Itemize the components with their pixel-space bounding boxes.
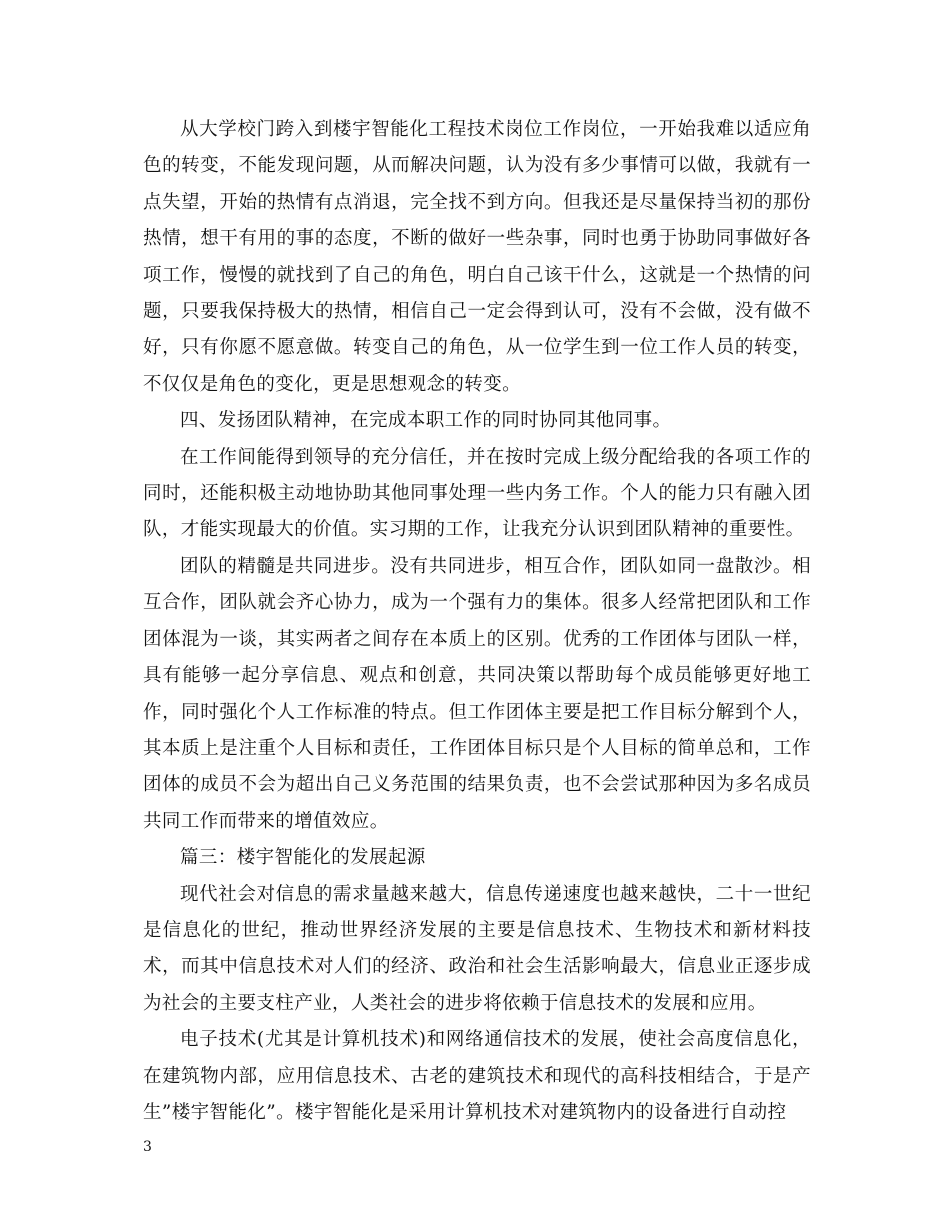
section-heading-part-three: 篇三：楼宇智能化的发展起源 xyxy=(180,847,426,869)
paragraph-work-trust: 在工作间能得到领导的充分信任，并在按时完成上级分配给我的各项工作的同时，还能积极主动地协助其他同事处理一些内务工作。个人的能力只有融入团队，才能实现最大的价值。实习期的工作，让我充分认识到团队精神的重要性。 xyxy=(143,446,811,541)
document-body xyxy=(143,112,811,1131)
page-number: 3 xyxy=(143,1139,152,1155)
paragraph-team-essence: 团队的精髓是共同进步。没有共同进步，相互合作，团队如同一盘散沙。相互合作，团队就会齐心协力，成为一个强有力的集体。很多人经常把团队和工作团体混为一谈，其实两者之间存在本质上的区别。优秀的工作团体与团队一样，具有能够一起分享信息、观点和创意，共同决策以帮助每个成员能够更好地工作，同时强化个人工作标准的特点。但工作团体主要是把工作目标分解到个人，其本质上是注重个人目标和责任，工作团体目标只是个人目标的简单总和，工作团体的成员不会为超出自己义务范围的结果负责，也不会尝试那种因为多名成员共同工作而带来的增值效应。 xyxy=(143,555,811,832)
paragraph-information-age: 现代社会对信息的需求量越来越大，信息传递速度也越来越快，二十一世纪是信息化的世纪，推动世界经济发展的主要是信息技术、生物技术和新材料技术，而其中信息技术对人们的经济、政治和社会生活影响最大，信息业正逐步成为社会的主要支柱产业，人类社会的进步将依赖于信息技术的发展和应用。 xyxy=(143,883,811,1014)
paragraph-role-transition: 从大学校门跨入到楼宇智能化工程技术岗位工作岗位，一开始我难以适应角色的转变，不能发现问题，从而解决问题，认为没有多少事情可以做，我就有一点失望，开始的热情有点消退，完全找不到方向。但我还是尽量保持当初的那份热情，想干有用的事的态度，不断的做好一些杂事，同时也勇于协助同事做好各项工作，慢慢的就找到了自己的角色，明白自己该干什么，这就是一个热情的问题，只要我保持极大的热情，相信自己一定会得到认可，没有不会做，没有做不好，只有你愿不愿意做。转变自己的角色，从一位学生到一位工作人员的转变，不仅仅是角色的变化，更是思想观念的转变。 xyxy=(143,119,811,395)
paragraph-building-intelligence: 电子技术(尤其是计算机技术)和网络通信技术的发展，使社会高度信息化，在建筑物内部，应用信息技术、古老的建筑技术和现代的高科技相结合，于是产生”楼宇智能化”。楼宇智能化是采用计算机技术对建筑物内的设备进行自动控 xyxy=(143,1029,811,1123)
section-heading-team-spirit: 四、发扬团队精神，在完成本职工作的同时协同其他同事。 xyxy=(180,410,672,432)
